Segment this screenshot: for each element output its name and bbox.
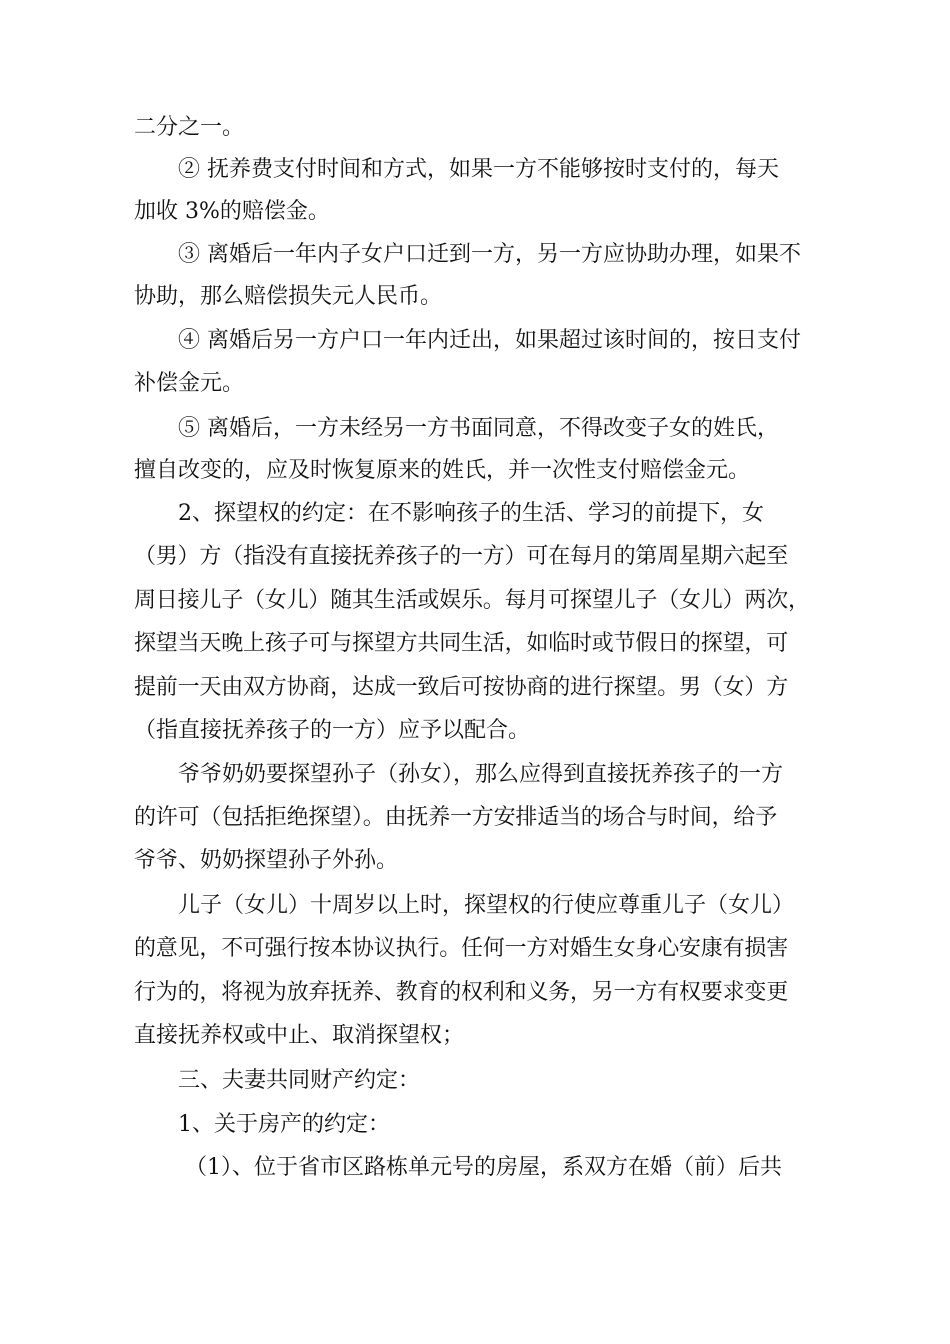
text-line: 爷爷奶奶要探望孙子（孙女），那么应得到直接抚养孩子的一方 <box>178 762 784 787</box>
text-line: 加收 3%的赔偿金。 <box>134 199 330 224</box>
text-line: 周日接儿子（女儿）随其生活或娱乐。每月可探望儿子（女儿）两次， <box>134 588 810 613</box>
text-line: ③ 离婚后一年内子女户口迁到一方，另一方应协助办理，如果不 <box>178 242 801 267</box>
text-line: 的意见，不可强行按本协议执行。任何一方对婚生女身心安康有损害 <box>134 936 789 961</box>
text-line: （1）、位于省市区路栋单元号的房屋，系双方在婚（前）后共 <box>185 1155 782 1180</box>
text-line: 提前一天由双方协商，达成一致后可按协商的进行探望。男（女）方 <box>134 675 789 700</box>
text-line: 探望当天晚上孩子可与探望方共同生活，如临时或节假日的探望，可 <box>134 631 789 656</box>
text-line: （指直接抚养孩子的一方）应予以配合。 <box>134 718 531 743</box>
text-line: （男）方（指没有直接抚养孩子的一方）可在每月的第周星期六起至 <box>134 544 789 569</box>
text-line: 协助，那么赔偿损失元人民币。 <box>134 284 443 309</box>
text-line: 的许可（包括拒绝探望）。由抚养一方安排适当的场合与时间，给予 <box>134 805 778 830</box>
text-line: 擅自改变的，应及时恢复原来的姓氏，并一次性支付赔偿金元。 <box>134 458 751 483</box>
text-line: ④ 离婚后另一方户口一年内迁出，如果超过该时间的，按日支付 <box>178 328 801 353</box>
subsection-heading: 1、关于房产的约定： <box>178 1112 390 1137</box>
text-line: 直接抚养权或中止、取消探望权； <box>134 1023 465 1048</box>
text-line: 补偿金元。 <box>134 371 245 396</box>
text-line: 2、探望权的约定：在不影响孩子的生活、学习的前提下，女 <box>178 501 764 526</box>
text-line: 二分之一。 <box>134 115 245 140</box>
section-heading: 三、夫妻共同财产约定： <box>178 1068 421 1093</box>
text-line: ⑤ 离婚后，一方未经另一方书面同意，不得改变子女的姓氏， <box>178 416 779 441</box>
text-line: 儿子（女儿）十周岁以上时，探望权的行使应尊重儿子（女儿） <box>178 893 795 918</box>
text-line: ② 抚养费支付时间和方式，如果一方不能够按时支付的，每天 <box>178 157 779 182</box>
text-line: 行为的，将视为放弃抚养、教育的权利和义务，另一方有权要求变更 <box>134 980 789 1005</box>
text-line: 爷爷、奶奶探望孙子外孙。 <box>134 848 399 873</box>
